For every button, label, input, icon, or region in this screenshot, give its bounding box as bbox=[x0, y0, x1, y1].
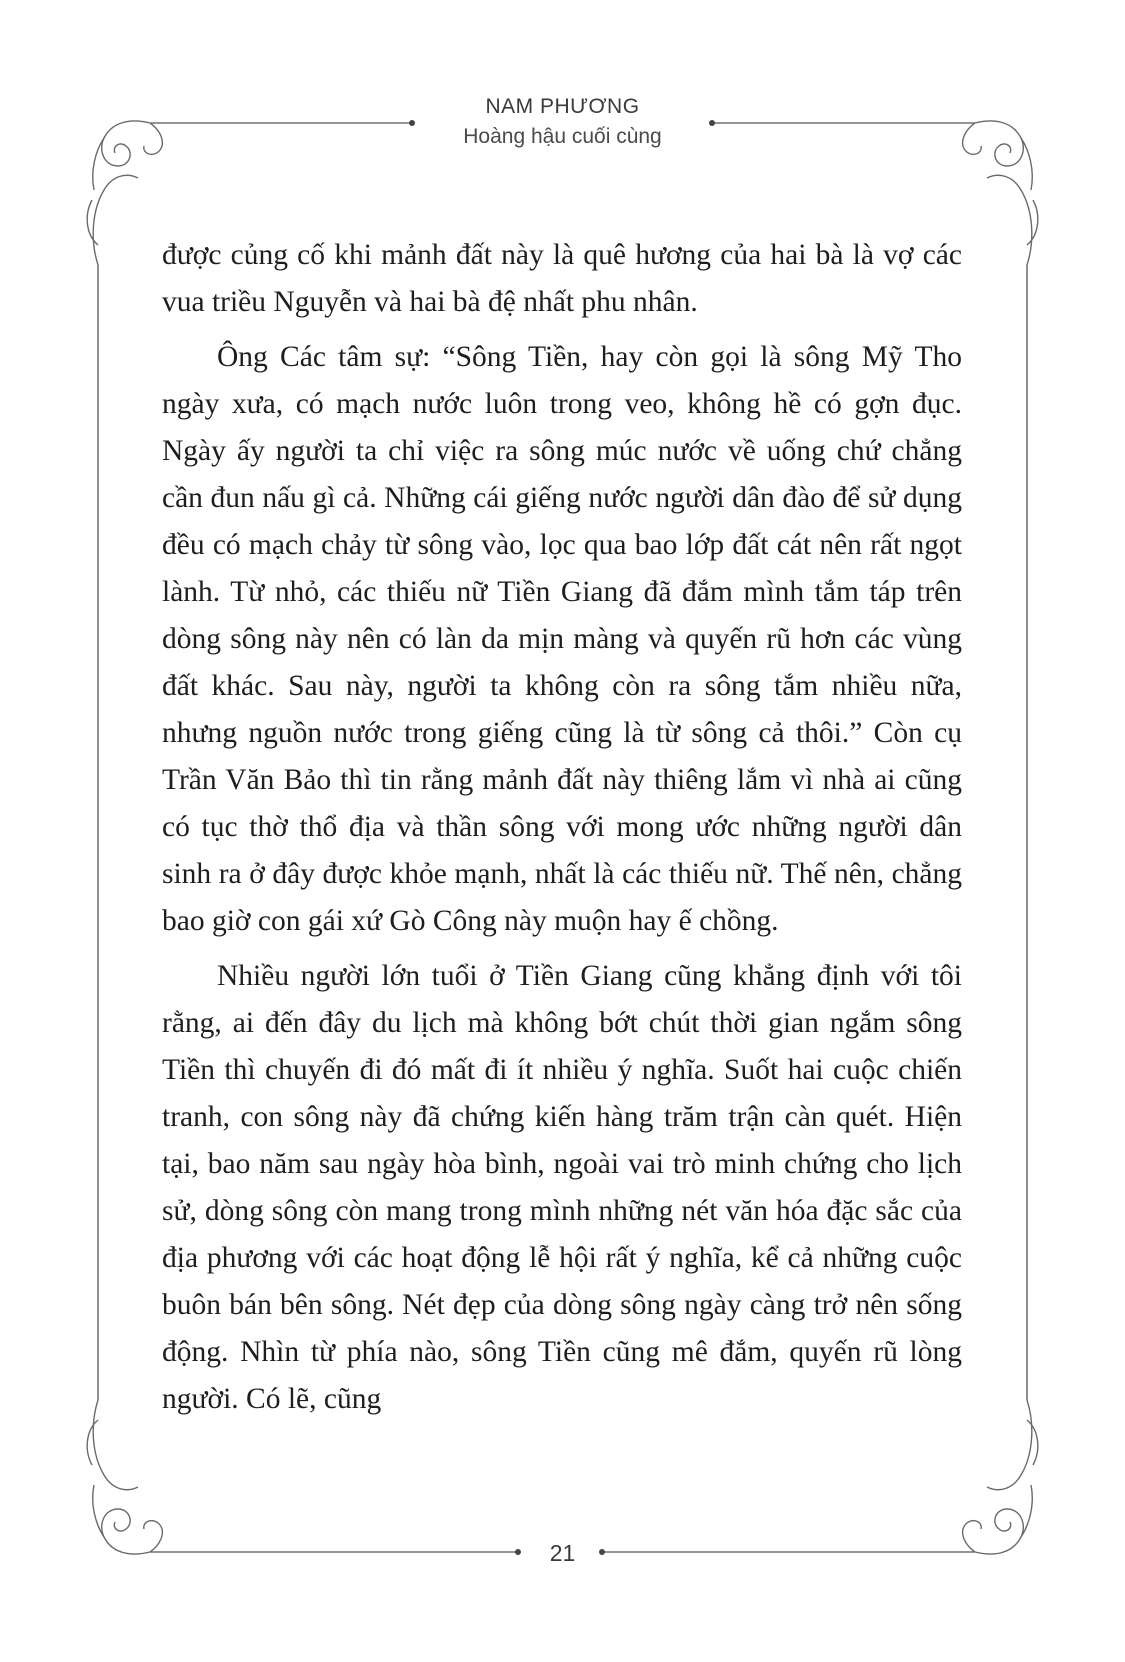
running-header bbox=[0, 92, 1125, 152]
page-number: 21 bbox=[549, 1540, 576, 1566]
paragraph: Nhiều người lớn tuổi ở Tiền Giang cũng khẳng định với tôi rằng, ai đến đây du lịch mà không bớt chút thời gian ngắm sông Tiền thì chuyến đi đó mất đi ít nhiều ý nghĩa. Suốt hai cuộc chiến tranh, con sông này đã chứng kiến hàng trăm trận càn quét. Hiện tại, bao năm sau ngày hòa bình, ngoài vai trò minh chứng cho lịch sử, dòng sông còn mang trong mình những nét văn hóa đặc sắc của địa phương với các hoạt động lễ hội rất ý nghĩa, kể cả những cuộc buôn bán bên sông. Nét đẹp của dòng sông ngày càng trở nên sống động. Nhìn từ phía nào, sông Tiền cũng mê đắm, quyến rũ lòng người. Có lẽ, cũng bbox=[162, 960, 962, 1415]
corner-ornament-bottom-left bbox=[87, 1400, 162, 1554]
paragraph-continued: được củng cố khi mảnh đất này là quê hương của hai bà là vợ các vua triều Nguyễn và hai bà đệ nhất phu nhân. bbox=[162, 239, 962, 318]
body-text bbox=[162, 232, 962, 1423]
paragraph: Ông Các tâm sự: “Sông Tiền, hay còn gọi là sông Mỹ Tho ngày xưa, có mạch nước luôn trong veo, không hề có gợn đục. Ngày ấy người ta chỉ việc ra sông múc nước về uống chứ chẳng cần đun nấu gì cả. Những cái giếng nước người dân đào để sử dụng đều có mạch chảy từ sông vào, lọc qua bao lớp đất cát nên rất ngọt lành. Từ nhỏ, các thiếu nữ Tiền Giang đã đắm mình tắm táp trên dòng sông này nên có làn da mịn màng và quyến rũ hơn các vùng đất khác. Sau này, người ta không còn ra sông tắm nhiều nữa, nhưng nguồn nước trong giếng cũng là từ sông cả thôi.” Còn cụ Trần Văn Bảo thì tin rằng mảnh đất này thiêng lắm vì nhà ai cũng có tục thờ thổ địa và thần sông với mong ước những người dân sinh ra ở đây được khỏe mạnh, nhất là các thiếu nữ. Thế nên, chẳng bao giờ con gái xứ Gò Công này muộn hay ế chồng. bbox=[162, 341, 962, 937]
book-subtitle: Hoàng hậu cuối cùng bbox=[463, 125, 662, 148]
book-title: NAM PHƯƠNG bbox=[485, 95, 640, 118]
corner-ornament-bottom-right bbox=[963, 1400, 1038, 1554]
